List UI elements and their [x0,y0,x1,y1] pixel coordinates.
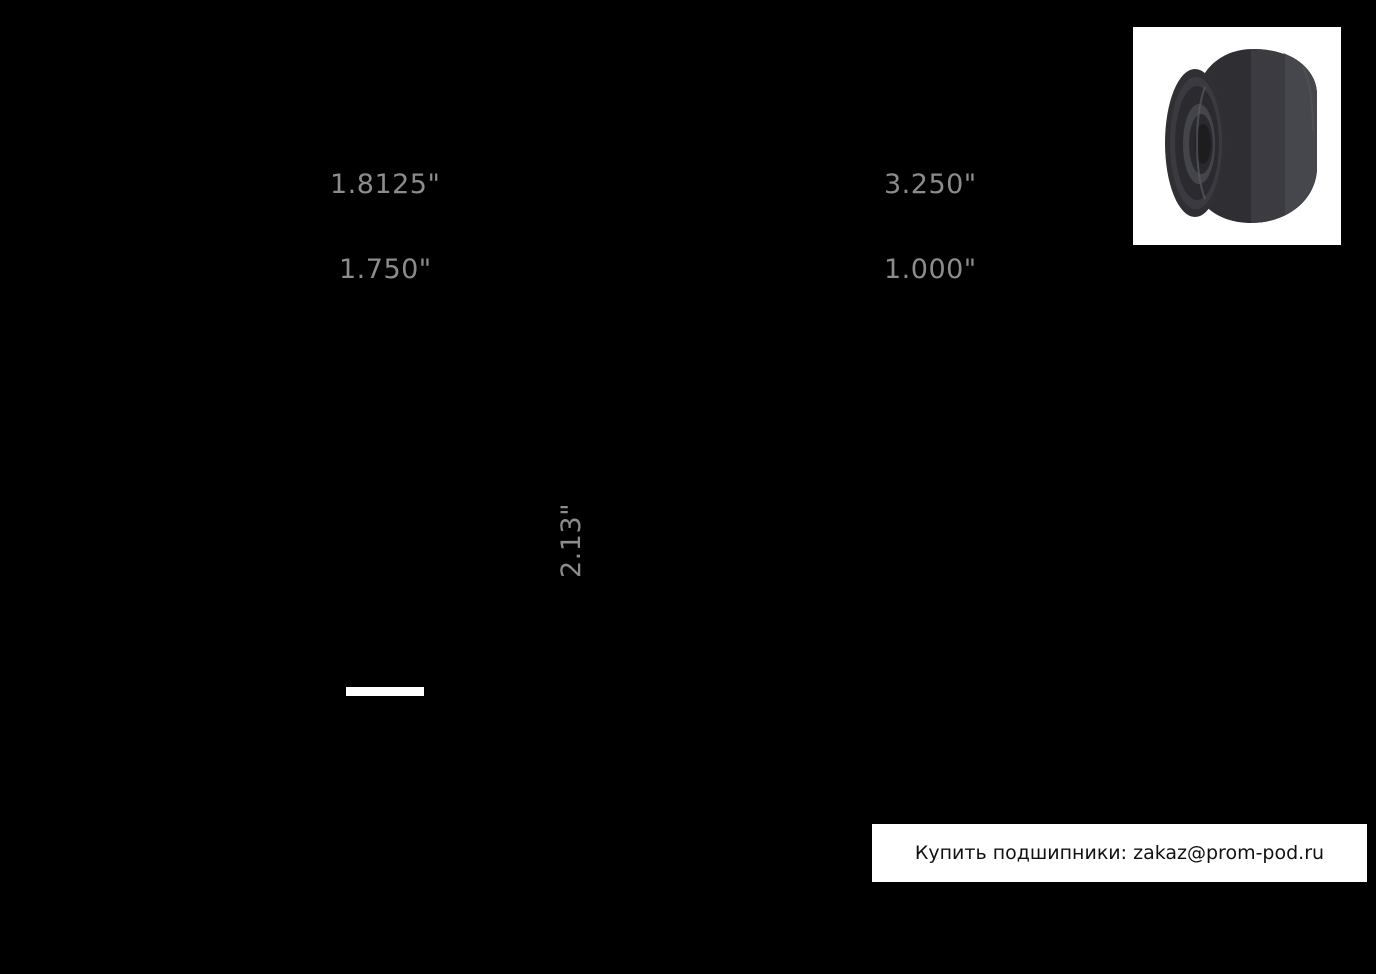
promo-text: Купить подшипники: zakaz@prom-pod.ru [914,842,1325,864]
product-photo [1133,27,1341,245]
dimension-inner-width: 1.750" [339,254,432,285]
dimension-width: 1.000" [884,254,977,285]
dimension-height: 2.13" [556,502,587,578]
dimension-outer-diameter: 3.250" [884,169,977,200]
scale-bar [346,687,424,696]
promo-banner[interactable] [872,824,1367,882]
bearing-illustration-icon [1133,27,1341,245]
dimension-bore: 1.8125" [330,169,441,200]
